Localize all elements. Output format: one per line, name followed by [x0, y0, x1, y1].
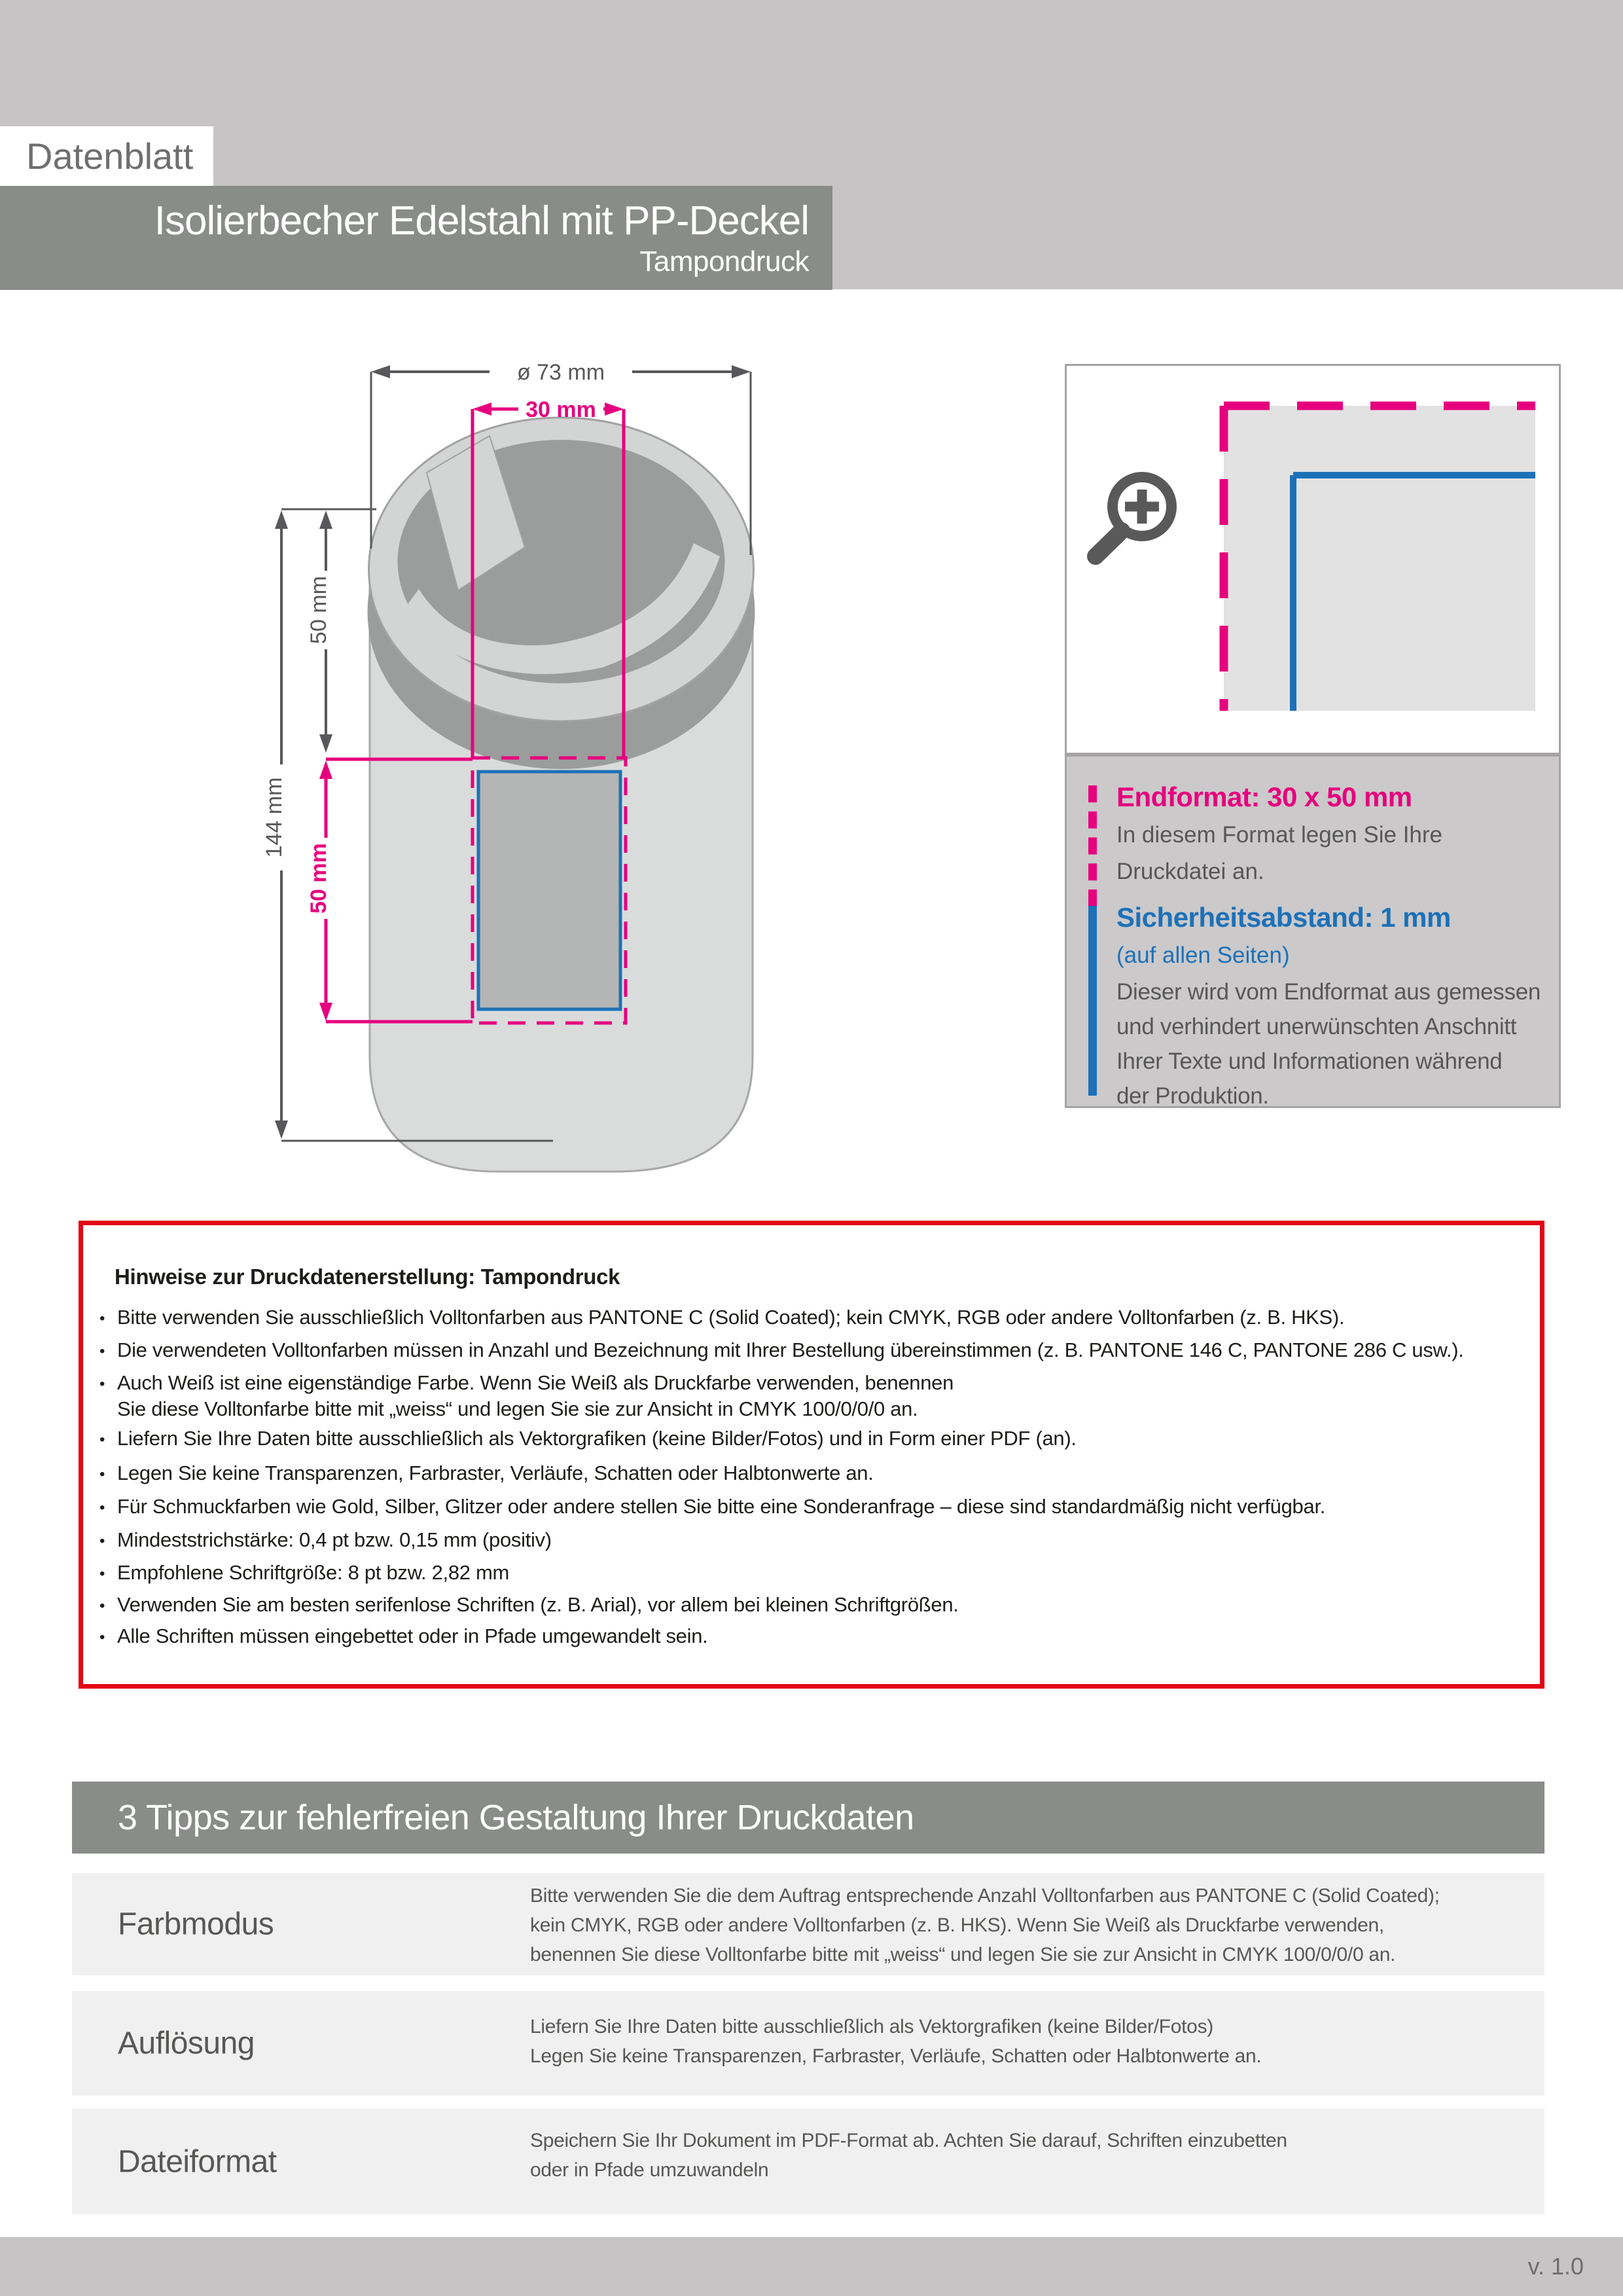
hint-line — [99, 1462, 874, 1489]
bullet-icon: • — [99, 1597, 105, 1615]
hint-text: Legen Sie keine Transparenzen, Farbraster, Verläufe, Schatten oder Halbtonwerte an. — [117, 1462, 874, 1484]
hints-title: Hinweise zur Druckdatenerstellung: Tampondruck — [115, 1265, 620, 1289]
tip-text-line: Liefern Sie Ihre Daten bitte ausschließlich als Vektorgrafiken (keine Bilder/Fotos) — [530, 2016, 1213, 2037]
hint-line — [99, 1624, 707, 1652]
hint-line — [99, 1593, 959, 1621]
hint-text: Auch Weiß ist eine eigenständige Farbe. Wenn Sie Weiß als Druckfarbe verwenden, benennen — [117, 1371, 954, 1394]
tip-text-line: oder in Pfade umzuwandeln — [530, 2159, 769, 2181]
tip-body — [530, 1881, 1440, 1969]
product-drawing — [262, 353, 772, 1178]
safety-subtitle: (auf allen Seiten) — [1116, 942, 1290, 968]
arrow-left-icon — [473, 403, 491, 416]
hint-text: Verwenden Sie am besten serifenlose Schriften (z. B. Arial), vor allem bei kleinen Schriftgrößen. — [117, 1593, 959, 1616]
arrow-right-icon — [732, 365, 751, 378]
version-label: v. 1.0 — [1527, 2253, 1584, 2280]
tip-row-farbmodus — [72, 1873, 1544, 1975]
format-info-panel — [1065, 755, 1561, 1108]
bullet-icon: • — [99, 1375, 105, 1393]
endformat-dash-rule — [1088, 785, 1097, 906]
tip-text-line: Speichern Sie Ihr Dokument im PDF-Format ab. Achten Sie darauf, Schriften einzubetten — [530, 2130, 1287, 2151]
safety-line: der Produktion. — [1116, 1083, 1269, 1108]
zoom-preview-box — [1065, 364, 1561, 755]
print-area-safety — [478, 772, 620, 1009]
tip-body — [530, 2012, 1261, 2071]
tip-label: Auflösung — [118, 2026, 255, 2061]
safety-rule — [1088, 906, 1097, 1096]
tips-header-bar — [72, 1782, 1544, 1854]
hint-text: Mindeststrichstärke: 0,4 pt bzw. 0,15 mm (positiv) — [117, 1528, 552, 1551]
dim-print-height-label: 50 mm — [306, 843, 331, 914]
dim-total-height-label: 144 mm — [262, 777, 287, 858]
bullet-icon — [99, 1397, 117, 1425]
arrow-up-icon — [319, 511, 332, 529]
hint-line — [99, 1427, 1077, 1454]
tip-row-dateiformat — [72, 2109, 1544, 2214]
hint-line — [99, 1397, 918, 1425]
hint-line — [99, 1338, 1464, 1366]
hint-line — [99, 1561, 509, 1588]
tip-label: Farbmodus — [118, 1907, 274, 1942]
bullet-icon: • — [99, 1628, 105, 1646]
bullet-icon: • — [99, 1310, 105, 1327]
zoom-preview-graphic — [1067, 366, 1559, 753]
hint-text: Liefern Sie Ihre Daten bitte ausschließlich als Vektorgrafiken (keine Bilder/Fotos) und in Form einer PDF (an). — [117, 1427, 1077, 1450]
hint-line — [99, 1495, 1325, 1522]
bullet-icon: • — [99, 1431, 105, 1448]
print-data-hints-box — [79, 1221, 1544, 1689]
arrow-right-icon — [605, 403, 624, 416]
page-title: Isolierbecher Edelstahl mit PP-Deckel — [154, 198, 809, 243]
safety-line: Ihrer Texte und Informationen während — [1116, 1049, 1503, 1074]
bullet-icon: • — [99, 1565, 105, 1583]
arrow-up-icon — [275, 511, 288, 529]
safety-line: Dieser wird vom Endformat aus gemessen — [1116, 979, 1541, 1005]
tip-text-line: benennen Sie diese Volltonfarbe bitte mit „weiss“ und legen Sie sie zur Ansicht in CMYK 100/0/0/0 an. — [530, 1944, 1396, 1965]
tip-text-line: kein CMYK, RGB oder andere Volltonfarben (z. B. HKS). Wenn Sie Weiß als Druckfarbe verwenden, — [530, 1914, 1384, 1936]
bullet-icon: • — [99, 1499, 105, 1516]
hint-text: Die verwendeten Volltonfarben müssen in Anzahl und Bezeichnung mit Ihrer Bestellung übereinstimmen (z. B. PANTONE 146 C, PANTONE 286 C usw.). — [117, 1338, 1464, 1361]
tip-row-aufloesung — [72, 1991, 1544, 2096]
tips-title: 3 Tipps zur fehlerfreien Gestaltung Ihrer Druckdaten — [118, 1798, 914, 1837]
arrow-up-icon — [319, 761, 332, 779]
arrow-down-icon — [275, 1121, 288, 1139]
hint-text: Bitte verwenden Sie ausschließlich Volltonfarben aus PANTONE C (Solid Coated); kein CMYK, RGB oder andere Volltonfarben (z. B. HKS). — [117, 1306, 1345, 1329]
safety-title: Sicherheitsabstand: 1 mm — [1116, 902, 1451, 933]
tip-body — [530, 2126, 1287, 2185]
hint-text: Für Schmuckfarben wie Gold, Silber, Glitzer oder andere stellen Sie bitte eine Sonderanfrage – diese sind standardmäßig nicht verfügbar. — [117, 1495, 1326, 1518]
tip-text-line: Legen Sie keine Transparenzen, Farbraster, Verläufe, Schatten oder Halbtonwerte an. — [530, 2045, 1262, 2067]
document-type-box — [0, 126, 213, 187]
safety-line: und verhindert unerwünschten Anschnitt — [1116, 1014, 1517, 1039]
hint-text: Empfohlene Schriftgröße: 8 pt bzw. 2,82 mm — [117, 1561, 510, 1584]
preview-print-surface — [1224, 406, 1535, 711]
tip-label: Dateiformat — [118, 2144, 277, 2179]
page-subtitle: Tampondruck — [639, 245, 809, 278]
bullet-icon: • — [99, 1342, 105, 1360]
hint-line — [99, 1371, 954, 1399]
bullet-icon: • — [99, 1465, 105, 1483]
footer-band — [0, 2237, 1623, 2296]
arrow-left-icon — [371, 365, 390, 378]
hint-text: Sie diese Volltonfarbe bitte mit „weiss“ und legen Sie sie zur Ansicht in CMYK 100/0/0/0 an. — [117, 1397, 918, 1420]
title-bar — [0, 186, 832, 290]
dim-print-width-label: 30 mm — [526, 397, 596, 422]
endformat-line: Druckdatei an. — [1116, 859, 1264, 884]
hint-line — [99, 1306, 1344, 1333]
magnifier-plus-icon — [1096, 477, 1171, 556]
hint-text: Alle Schriften müssen eingebettet oder in Pfade umgewandelt sein. — [117, 1624, 708, 1647]
bullet-icon: • — [99, 1532, 105, 1550]
endformat-title: Endformat: 30 x 50 mm — [1116, 781, 1412, 812]
dim-total-width-label: ø 73 mm — [516, 360, 605, 385]
arrow-down-icon — [319, 1003, 332, 1021]
document-type-label: Datenblatt — [26, 135, 194, 177]
dim-top-offset-label: 50 mm — [306, 576, 331, 644]
hint-line — [99, 1528, 552, 1556]
endformat-line: In diesem Format legen Sie Ihre — [1116, 822, 1443, 848]
tip-text-line: Bitte verwenden Sie die dem Auftrag entsprechende Anzahl Volltonfarben aus PANTONE C (Solid Coated); — [530, 1885, 1440, 1907]
arrow-down-icon — [319, 734, 332, 753]
